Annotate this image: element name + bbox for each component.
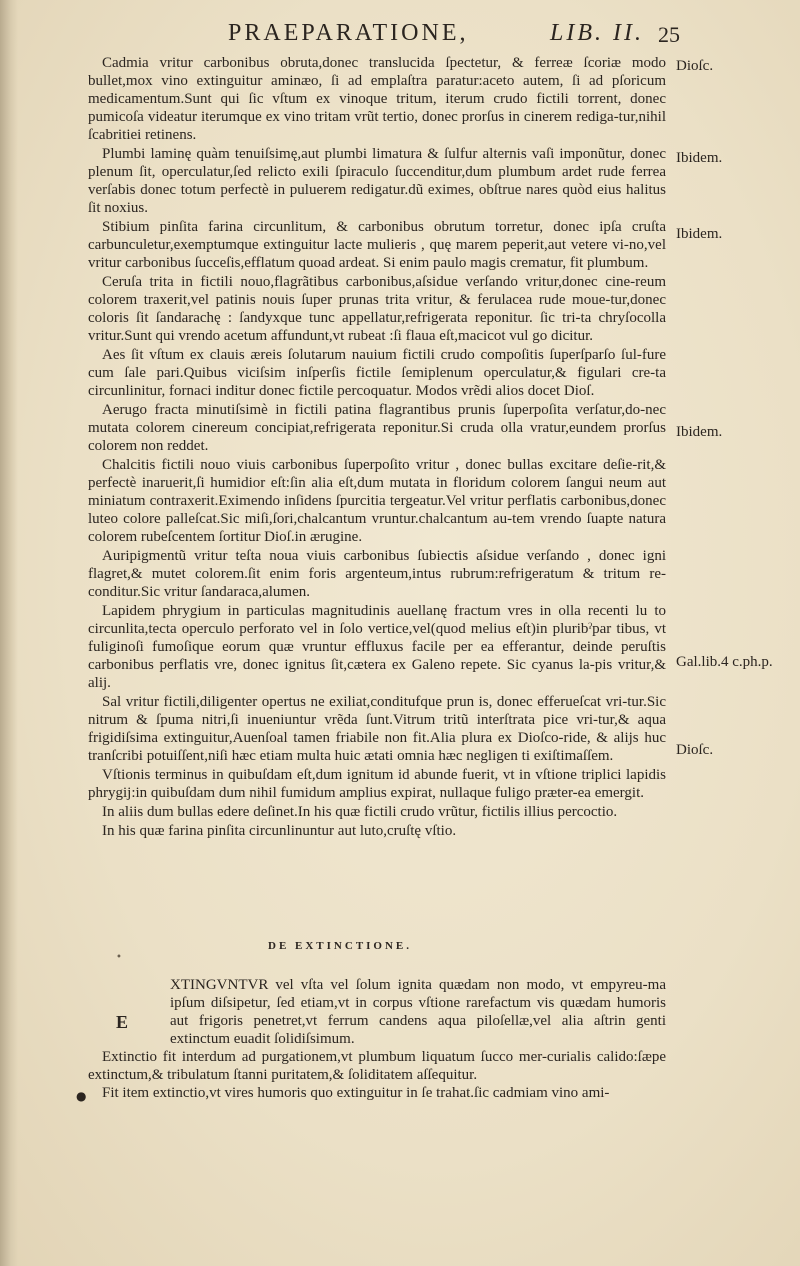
paragraph-stibium: Stibium pinſita farina circunlitum, & carbonibus obrutum torretur, donec ipſa cruſta carbunculetur,exemptumque extinguitur lacte mulieris , quę marem peperit,aut vetere vi-no,vel vritur carbonibus ſucceſis,efflatum quoad ardeat. Si enim paulo magis crematur, fit plumbum.: [88, 219, 666, 271]
margin-note-2: Ibidem.: [676, 150, 723, 166]
paragraph-auripigmentum: Auripigmentũ vritur teſta noua viuis carbonibus ſubiectis aſsidue verſando , donec igni flagret,& mutet colorem.ſit enim foris argenteum,intus rubrum:refrigeratum & tritum re-conditur.Sic vritur ſandaraca,alumen.: [88, 548, 666, 600]
running-header: [228, 20, 688, 50]
drop-cap: E: [116, 1012, 129, 1032]
main-text: [88, 54, 666, 841]
closing-text: [88, 1048, 666, 1102]
paragraph-cadmia: Cadmia vritur carbonibus obruta,donec translucida ſpectetur, & ferreæ ſcoriæ modo bullet,mox vino extinguitur aminæo, ſi ad emplaſtra paratur:aceto autem, ſi ad pſoricum medicamentum.Sunt qui ſic vſtum ex vinoque tritum, iterum crudo fictili torrent, donec pumicoſa videatur iterumque ex vino tritam vrũt tertio, donec prorſus in cinerem rediga-tur,nihil ſcabritiei retinens.: [88, 55, 666, 143]
paragraph-vstionis-terminus: Vſtionis terminus in quibuſdam eſt,dum ignitum id abunde fuerit, vt in vſtione triplici lapidis phrygij:in quibuſdam dum nihil fumidum amplius expirat, nullaque fuligo præter-ea emergit.: [88, 767, 666, 801]
book-number: LIB. II.: [550, 20, 644, 46]
paragraph-plumbi: Plumbi laminę quàm tenuiſsimę,aut plumbi limatura & ſulfur alternis vaſi imponũtur, donec plenum ſit, operculatur,ſed relicto exili ſpiraculo ſuccenditur,dum plumbum ardet rude ferrea verſabis donec totum perfectè in puluerem redigatur.dũ eximes, obſtrue nares quòd eius halitus ſit noxius.: [88, 146, 666, 216]
paragraph-extinctio: Extinctio fit interdum ad purgationem,vt plumbum liquatum ſucco mer-curialis calido:ſæpe extinctum,& tribulatum ſtanni puritatem,& ſoliditatem aſſequitur.: [88, 1049, 666, 1083]
margin-note-3: Ibidem.: [676, 226, 723, 242]
binding-gutter: [0, 0, 18, 1266]
paragraph-cerusa: Ceruſa trita in fictili nouo,flagrãtibus carbonibus,aſsidue verſando vritur,donec cine-reum colorem traxerit,vel patinis nouis ſuper prunas trita vritur, & ferulacea rude moue-tur,donec coloris ſit ſandarachę : ſandyxque tunc appellatur,refrigerata reponitur. ſic tri-ta chryſocolla vritur.Sunt qui vrendo acetum affundunt,vt rubeat :ſi flaua eſt,macicot vul go dicitur.: [88, 274, 666, 344]
bullet-mark: ●: [76, 1089, 87, 1103]
paragraph-sal: Sal vritur fictili,diligenter opertus ne exiliat,conditufque prun is, donec efferueſcat vri-tur.Sic nitrum & ſpuma nitri,ſi inueniuntur vrẽda ſunt.Vitrum tritũ interſtrata pice vri-tur,& aqua frigidiſsima extinguitur,Auenſoal tamen friabile non fit.Alia plura ex Dioſco-ride, & alijs huc tranſcribi potuiſſent,niſi hæc etiam multa huic ætati omnia hæc negligen ti exiſtimaſſem.: [88, 694, 666, 764]
running-title: PRAEPARATIONE,: [228, 20, 469, 46]
ornament-dot: •: [116, 952, 122, 963]
section-text: [170, 976, 666, 1048]
paragraph-fit-item: Fit item extinctio,vt vires humoris quo extinguitur in ſe trahat.ſic cadmiam vino ami-: [102, 1085, 610, 1101]
margin-note-1: Dioſc.: [676, 58, 714, 74]
margin-note-4: Ibidem.: [676, 424, 723, 440]
paragraph-in-aliis: In aliis dum bullas edere deſinet.In his quæ fictili crudo vrũtur, fictilis illius percoctio.: [102, 804, 618, 820]
folio-number: 25: [658, 22, 680, 47]
paragraph-chalcitis: Chalcitis fictili nouo viuis carbonibus ſuperpoſito vritur , donec bullas excitare deſie-rit,& perfectè inaruerit,ſi humidior eſt:ſin alia eſt,dum mutata in floridum colorem ſangui neum aut miniatum contraxerit.Eximendo inſidens ſpurcitia tergeatur.Vel vritur perflatis carbonibus,donec luteo colore palleſcat.Sic miſi,ſori,chalcantum vruntur.chalcantum au-tem vrendo ſuapte natura colorem rubeſcentem ſortitur Dioſ.in ærugine.: [88, 457, 666, 545]
margin-note-5: Gal.lib.4 c.ph.p.: [676, 654, 773, 670]
paragraph-aes: Aes ſit vſtum ex clauis æreis ſolutarum nauium fictili crudo compoſitis ſuperſparſo ſul-fure cum ſale pari.Quibus viciſsim inſperſis fictile ſemiplenum operculatur,& figulari cre-ta circunlinitur, fornaci inditur donec fictile percoquatur. Modos vrẽdi alios docet Dioſ.: [88, 347, 666, 399]
paragraph-aerugo: Aerugo fracta minutiſsimè in fictili patina flagrantibus prunis ſuperpoſita verſatur,do-nec mutata colorem cinereum concipiat,refrigerata reponitur.Si cruda olla vratur,eundem prorſus colorem non reddet.: [88, 402, 666, 454]
paragraph-extinguntur: XTINGVNTVR vel vſta vel ſolum ignita quædam non modo, vt empyreu-ma ipſum diſsipetur, ſed etiam,vt in corpus vſtione rarefactum vis quædam humoris aut frigoris penetret,vt ferrum candens aqua piloſellæ,vel alia aſtrin genti extinctum euadit ſolidiſsimum.: [170, 977, 666, 1047]
section-title: DE EXTINCTIONE.: [268, 940, 413, 952]
margin-note-6: Dioſc.: [676, 742, 714, 758]
paragraph-lapis-phrygius: Lapidem phrygium in particulas magnitudinis auellanę fractum vres in olla recenti lu to circunlita,tecta operculo perforato vel in ſolo vertice,vel(quod melius eſt)in pluribˀpar tibus, vt fuliginoſi fumoſique eorum quæ vruntur effluxus facile per ea efferantur, deinde peruſtis carbonibus perflatis vre, donec ignitus ſit,cætera ex Galeno repete. Sic cyanus la-pis vritur,& alij.: [88, 603, 666, 691]
paragraph-in-his: In his quæ farina pinſita circunlinuntur aut luto,cruſtę vſtio.: [102, 823, 457, 839]
